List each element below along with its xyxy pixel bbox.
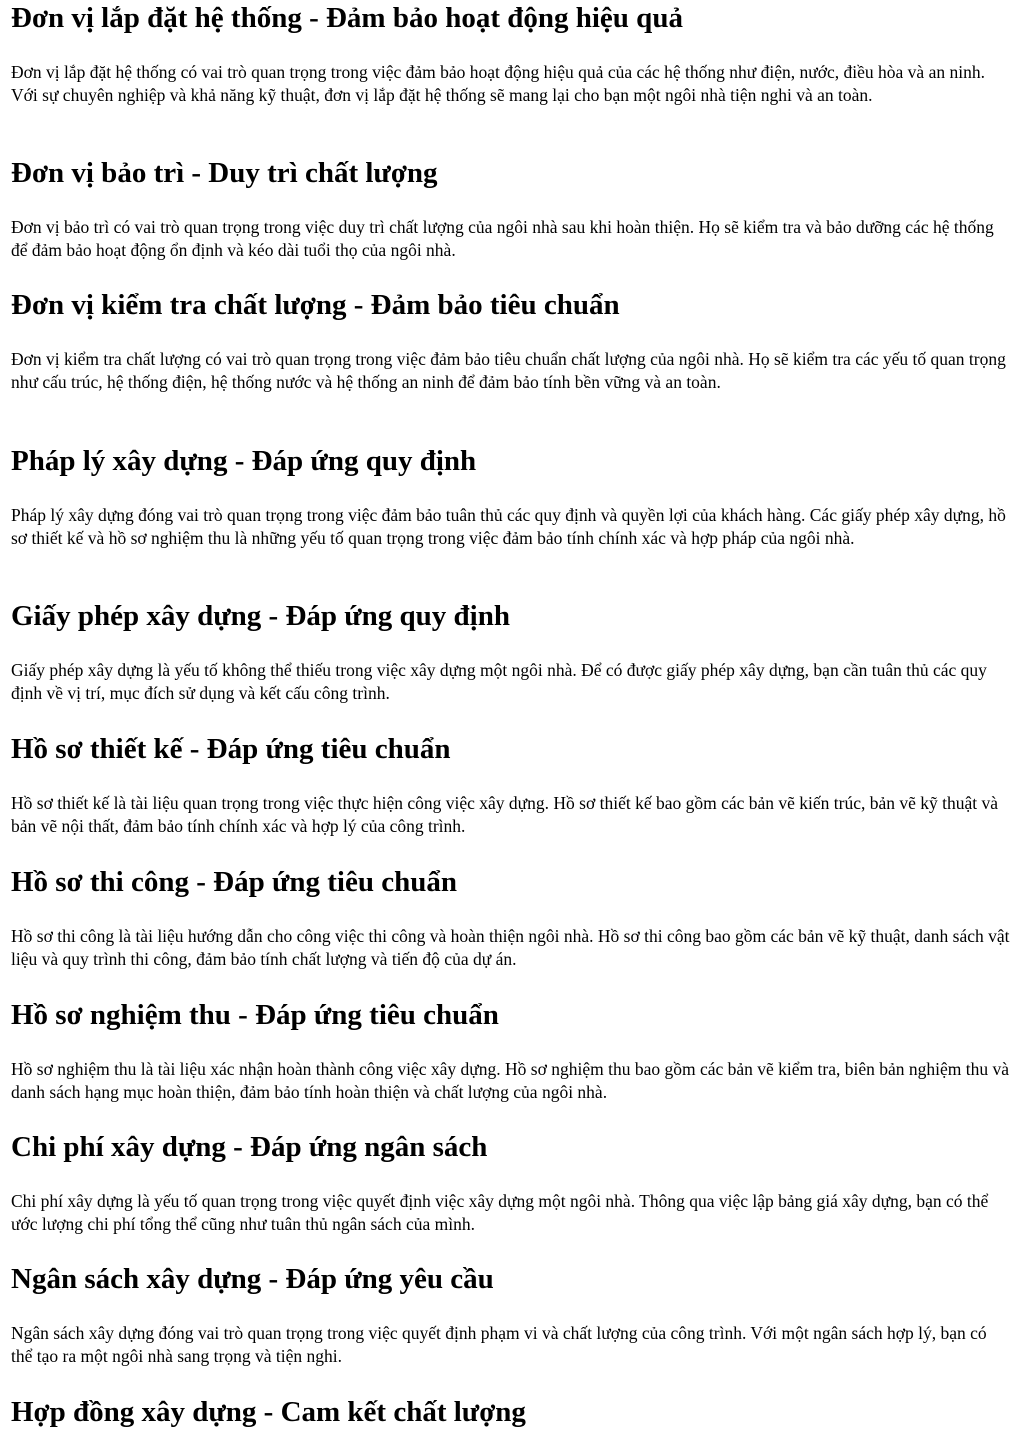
section-body: Giấy phép xây dựng là yếu tố không thể thiếu trong việc xây dựng một ngôi nhà. Để có được giấy phép xây dựng, bạn cần tuân thủ các quy định về vị trí, mục đích sử dụng và kết cấu công trình. — [11, 660, 987, 703]
section-heading: Hồ sơ thi công - Đáp ứng tiêu chuẩn — [11, 866, 457, 898]
section-installation — [11, 0, 1011, 107]
section-body: Đơn vị bảo trì có vai trò quan trọng trong việc duy trì chất lượng của ngôi nhà sau khi hoàn thiện. Họ sẽ kiểm tra và bảo dưỡng các hệ thống để đảm bảo hoạt động ổn định và kéo dài tuổi thọ của ngôi nhà. — [11, 217, 994, 260]
section-heading: Đơn vị kiểm tra chất lượng - Đảm bảo tiêu chuẩn — [11, 289, 620, 321]
section-construction-records — [11, 864, 1011, 971]
section-body: Đơn vị kiểm tra chất lượng có vai trò quan trọng trong việc đảm bảo tiêu chuẩn chất lượng của ngôi nhà. Họ sẽ kiểm tra các yếu tố quan trọng như cấu trúc, hệ thống điện, hệ thống nước và hệ thống an ninh để đảm bảo tính bền vững và an toàn. — [11, 349, 1006, 392]
section-heading: Ngân sách xây dựng - Đáp ứng yêu cầu — [11, 1263, 494, 1295]
section-body: Hồ sơ nghiệm thu là tài liệu xác nhận hoàn thành công việc xây dựng. Hồ sơ nghiệm thu bao gồm các bản vẽ kiểm tra, biên bản nghiệm thu và danh sách hạng mục hoàn thiện, đảm bảo tính hoàn thiện và chất lượng của ngôi nhà. — [11, 1059, 1010, 1102]
section-body: Chi phí xây dựng là yếu tố quan trọng trong việc quyết định việc xây dựng một ngôi nhà. Thông qua việc lập bảng giá xây dựng, bạn có thể ước lượng chi phí tổng thể cũng như tuân thủ ngân sách của mình. — [11, 1191, 989, 1234]
section-body: Pháp lý xây dựng đóng vai trò quan trọng trong việc đảm bảo tuân thủ các quy định và quyền lợi của khách hàng. Các giấy phép xây dựng, hồ sơ thiết kế và hồ sơ nghiệm thu là những yếu tố quan trọng trong việc đảm bảo tính chính xác và hợp pháp của ngôi nhà. — [11, 505, 1006, 548]
section-construction-contract — [11, 1394, 526, 1430]
section-construction-budget — [11, 1261, 1011, 1368]
section-maintenance — [11, 155, 1011, 262]
section-heading: Chi phí xây dựng - Đáp ứng ngân sách — [11, 1131, 488, 1163]
section-body: Hồ sơ thi công là tài liệu hướng dẫn cho công việc thi công và hoàn thiện ngôi nhà. Hồ sơ thi công bao gồm các bản vẽ kỹ thuật, danh sách vật liệu và quy trình thi công, đảm bảo tính chất lượng và tiến độ của dự án. — [11, 926, 1010, 969]
section-heading: Giấy phép xây dựng - Đáp ứng quy định — [11, 600, 510, 632]
section-body: Ngân sách xây dựng đóng vai trò quan trọng trong việc quyết định phạm vi và chất lượng của công trình. Với một ngân sách hợp lý, bạn có thể tạo ra một ngôi nhà sang trọng và tiện nghi. — [11, 1323, 987, 1366]
section-building-permit — [11, 598, 1011, 705]
section-heading: Pháp lý xây dựng - Đáp ứng quy định — [11, 445, 477, 477]
section-heading: Hồ sơ thiết kế - Đáp ứng tiêu chuẩn — [11, 733, 451, 765]
section-design-records — [11, 731, 1011, 838]
section-heading: Đơn vị bảo trì - Duy trì chất lượng — [11, 157, 438, 189]
section-construction-legal — [11, 443, 1011, 550]
section-acceptance-records — [11, 997, 1011, 1104]
section-quality-inspection — [11, 287, 1011, 394]
section-body: Đơn vị lắp đặt hệ thống có vai trò quan trọng trong việc đảm bảo hoạt động hiệu quả của các hệ thống như điện, nước, điều hòa và an ninh. Với sự chuyên nghiệp và khả năng kỹ thuật, đơn vị lắp đặt hệ thống sẽ mang lại cho bạn một ngôi nhà tiện nghi và an toàn. — [11, 62, 985, 105]
section-construction-cost — [11, 1129, 1011, 1236]
section-heading: Hợp đồng xây dựng - Cam kết chất lượng — [11, 1396, 526, 1428]
section-heading: Đơn vị lắp đặt hệ thống - Đảm bảo hoạt động hiệu quả — [11, 2, 683, 34]
section-heading: Hồ sơ nghiệm thu - Đáp ứng tiêu chuẩn — [11, 999, 499, 1031]
section-body: Hồ sơ thiết kế là tài liệu quan trọng trong việc thực hiện công việc xây dựng. Hồ sơ thiết kế bao gồm các bản vẽ kiến trúc, bản vẽ kỹ thuật và bản vẽ nội thất, đảm bảo tính chính xác và hợp lý của công trình. — [11, 793, 999, 836]
